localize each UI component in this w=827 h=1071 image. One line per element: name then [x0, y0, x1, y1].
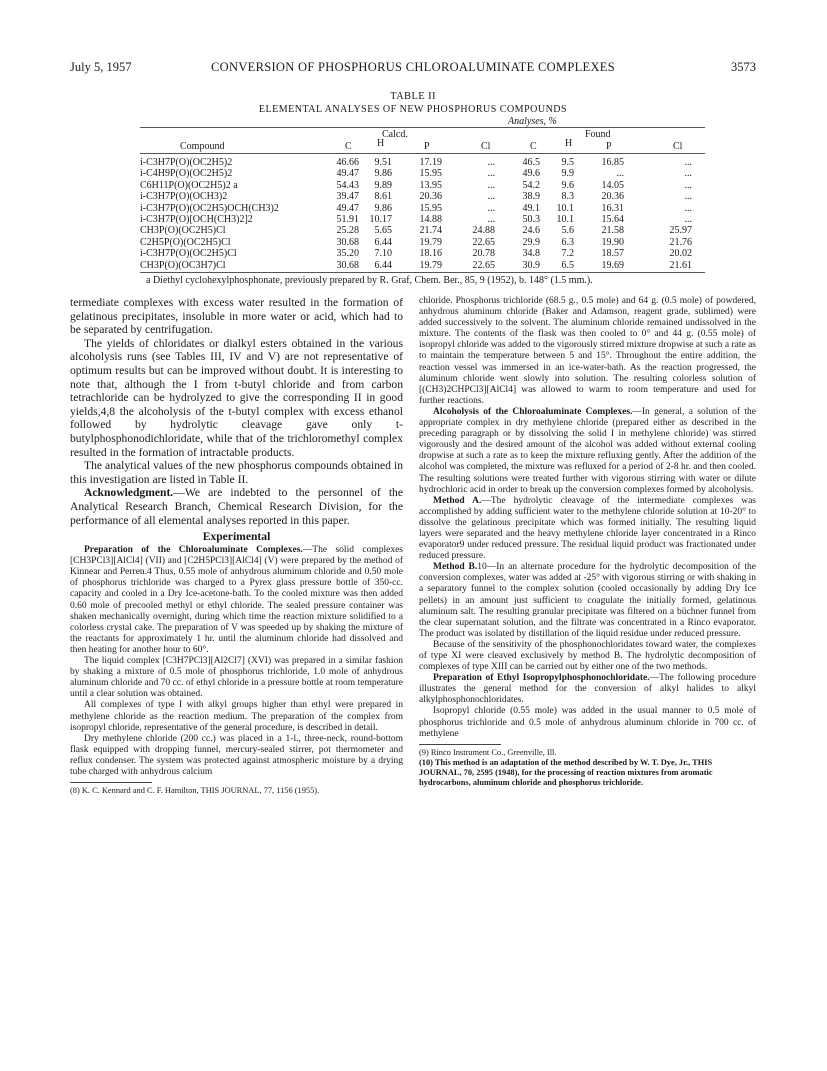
value-cell: 51.91	[336, 214, 359, 225]
value-cell: 15.95	[419, 168, 442, 180]
paragraph	[419, 673, 756, 706]
value-cell: 21.58	[601, 225, 624, 237]
value-cell: 20.36	[419, 191, 442, 203]
table-row	[140, 260, 705, 271]
table-col-header: Compound	[180, 141, 225, 152]
value-cell: 21.61	[669, 259, 692, 271]
table-group-header: Analyses, %	[508, 116, 557, 127]
value-cell: ...	[487, 168, 495, 180]
value-cell: 20.36	[601, 191, 624, 203]
value-cell: 21.76	[669, 236, 692, 248]
paragraph-text: —The solid complexes [CH3PCl3][AlCl4] (VII) and [C2H5PCl3][AlCl4] (V) were prepared by the method of Kinnear and Perren.4 Thus, 0.55 mole of anhydrous aluminum chloride and 0.50 mole of phosphorus trichloride was charged to a Pyrex glass pressure bottle of 350-cc. capacity and cooled in a Dry Ice-acetone-bath. To the cooled mixture was then added 0.60 mole of precooled methyl or ethyl chloride. The sealed pressure container was shaken mechanically overnight, during which time the reaction mixture solidified to a colorless crystal cake. The preparation of V was speeded up by shaking the mixture of the reactants for approximately 1 hr. until the aluminum chloride had dissolved and then heating for another hour to 60°.	[70, 545, 403, 655]
page-number: 3573	[731, 60, 756, 74]
table-row	[140, 157, 705, 168]
table-row	[140, 237, 705, 248]
value-cell: 5.65	[374, 225, 392, 237]
value-cell: 8.3	[561, 191, 574, 203]
value-cell: ...	[616, 168, 624, 180]
table-row	[140, 248, 705, 259]
value-cell: 49.1	[522, 202, 540, 214]
table-row	[140, 225, 705, 236]
running-head	[70, 60, 756, 78]
paragraph-text: —The hydrolytic cleavage of the intermediate complexes was accomplished by adding sufficient water to the methylene chloride solution at 10-20° to dissolve the gelatinous precipitate which was formed initially. The resulting liquid layers were separated and the heavy methylene chloride layer concentrated in a Rinco evaporator9 under reduced pressure. The residual liquid product was fractionated under reduced pressure.	[419, 495, 757, 562]
value-cell: 54.43	[336, 179, 359, 191]
value-cell: 17.19	[419, 157, 442, 168]
value-cell: 49.47	[336, 202, 359, 214]
left-column	[70, 296, 403, 796]
value-cell: 7.2	[561, 248, 574, 260]
value-cell: ...	[684, 157, 692, 168]
value-cell: 9.51	[374, 157, 392, 168]
value-cell: 19.79	[419, 259, 442, 271]
value-cell: 18.16	[419, 248, 442, 260]
value-cell: ...	[487, 191, 495, 203]
acknowledgment-paragraph	[70, 486, 403, 527]
value-cell: 46.66	[336, 157, 359, 168]
value-cell: 19.69	[601, 259, 624, 271]
value-cell: 9.5	[561, 157, 574, 168]
value-cell: 34.8	[522, 248, 540, 260]
footnote: (10) This method is an adaptation of the method described by W. T. Dye, Jr., THIS JOURNAL, 70, 2595 (1948), for the processing of reaction mixtures from aromatic hydrocarbons, aluminum chloride and phosphorus trichloride.	[419, 757, 713, 787]
value-cell: 14.88	[419, 214, 442, 225]
value-cell: 30.9	[522, 259, 540, 271]
value-cell: ...	[487, 157, 495, 168]
table-footnote: a Diethyl cyclohexylphosphonate, previously prepared by R. Graf, Chem. Ber., 85, 9 (1952), b. 148° (1.5 mm.).	[146, 275, 593, 286]
calcd-header: Calcd.	[382, 129, 408, 140]
paragraph-text: —In general, a solution of the appropriate complex in dry methylene chloride (prepared either as described in the preceding paragraph or by dissolving the solid I in methylene chloride) was stirred vigorously and the desired amount of the alcohol was added without external cooling dropwise at such a rate as to keep the mixture refluxing gently. After the addition of the alcohol was completed, the mixture was refluxed for a period of 2-8 hr. and then cooled. The resulting solutions were treated further with vigorous stirring with water or dilute hydrochloric acid in order to break up the conversion complexes formed by alcoholysis.	[419, 406, 757, 495]
section-heading: Experimental	[202, 530, 271, 544]
value-cell: 25.28	[336, 225, 359, 237]
paragraph: The liquid complex [C3H7PCl3][Al2Cl7] (XVI) was prepared in a similar fashion by shaking a mixture of 0.5 mole of phosphorus trichloride, 1.0 mole of anhydrous aluminum chloride and 70 cc. of ethyl chloride in a pressure bottle at room temperature until a clear solution was obtained.	[70, 656, 403, 700]
paragraph-label: Preparation of Ethyl Isopropylphosphonochloridate.	[433, 673, 650, 684]
value-cell: 54.2	[522, 179, 540, 191]
value-cell: 38.9	[522, 191, 540, 203]
table-col-header: H	[377, 138, 385, 149]
table-row	[140, 180, 705, 191]
value-cell: 8.61	[374, 191, 392, 203]
paragraph: chloride. Phosphorus trichloride (68.5 g., 0.5 mole) and 64 g. (0.5 mole) of powdered, anhydrous aluminum chloride (Baker and Adamson, reagent grade, sublimed) were added successively to the solvent. The aluminum chloride remained undissolved in the mixture. The contents of the flask was then cooled to 0° and 44 g. (0.55 mole) of isopropyl chloride was added to the vigorously stirred mixture dropwise at such a rate as to maintain the temperature between 5 and 15°. Throughout the entire addition, the reaction vessel was immersed in an ice-water-bath. As the reaction progressed, the aluminum chloride went slowly into solution. The resulting colorless solution of [(CH3)2CHPCl3][AlCl4] was allowed to warm to room temperature and used for further reactions.	[419, 296, 756, 406]
table-col-header: Cl	[673, 141, 683, 152]
value-cell: 22.65	[472, 236, 495, 248]
value-cell: 16.85	[601, 157, 624, 168]
value-cell: 24.6	[522, 225, 540, 237]
value-cell: 49.6	[522, 168, 540, 180]
paragraph-label: Alcoholysis of the Chloroaluminate Complexes.	[433, 406, 633, 417]
footnote: (8) K. C. Kennard and C. F. Hamilton, THIS JOURNAL, 77, 1156 (1955).	[70, 786, 320, 796]
value-cell: 13.95	[419, 179, 442, 191]
paragraph-text: 10—In an alternate procedure for the hydrolytic decomposition of the conversion complexes, water was added at -25° with vigorous stirring or with shaking in a separatory funnel to the complex solution (cooled occasionally by adding Dry Ice pellets) in an amount just sufficient to coagulate the initially formed, gelatinous aluminum salt. The resulting granular precipitate was filtered on a büchner funnel from the clear supernatant solution, and the filtrate was concentrated in a Rinco evaporator. The product was isolated by distillation of the liquid residue under reduced pressure.	[419, 562, 756, 639]
value-cell: 16.31	[601, 202, 624, 214]
value-cell: 15.64	[601, 214, 624, 225]
paragraph-label: Method B.	[433, 562, 478, 573]
value-cell: 46.5	[522, 157, 540, 168]
value-cell: 25.97	[669, 225, 692, 237]
paragraph: termediate complexes with excess water resulted in the formation of gelatinous precipitates, insoluble in more water or acid, which had to be separated by centrifugation.	[70, 296, 403, 337]
paragraph: Because of the sensitivity of the phosphonochloridates toward water, the complexes of type XI were cleaved exclusively by method B. The hydrolytic decomposition of complexes of type XIII can be carried out by either one of the two methods.	[419, 639, 756, 673]
table-row	[140, 203, 705, 214]
table-row	[140, 168, 705, 179]
value-cell: 20.78	[472, 248, 495, 260]
value-cell: 19.79	[419, 236, 442, 248]
value-cell: 20.02	[669, 248, 692, 260]
paragraph: All complexes of type I with alkyl groups higher than ethyl were prepared in methylene chloride as the reaction medium. The preparation of the complex from isopropyl chloride, representative of the general procedure, is described in detail.	[70, 700, 403, 733]
value-cell: ...	[684, 179, 692, 191]
value-cell: 6.5	[561, 259, 574, 271]
paragraph: Dry methylene chloride (200 cc.) was placed in a 1-l., three-neck, round-bottom flask equipped with dropping funnel, mercury-sealed stirrer, pot thermometer and reflux condenser. The system was protected against atmospheric moisture by a drying tube charged with anhydrous calcium	[70, 733, 403, 777]
compound-cell: i-C3H7P(O)[OCH(CH3)2]2	[140, 214, 253, 225]
table-row	[140, 191, 705, 202]
table-col-header: C	[530, 141, 537, 152]
value-cell: 19.90	[601, 236, 624, 248]
table-title: TABLE II	[390, 91, 436, 102]
table-col-header: P	[606, 141, 612, 152]
value-cell: 21.74	[419, 225, 442, 237]
table-subtitle: ELEMENTAL ANALYSES OF NEW PHOSPHORUS COMPOUNDS	[258, 104, 568, 115]
found-header: Found	[585, 129, 611, 140]
paragraph: Isopropyl chloride (0.55 mole) was added in the usual manner to 0.5 mole of phosphorus trichloride and 0.5 mole of anhydrous aluminum chloride in 700 cc. of methylene	[419, 706, 756, 739]
value-cell: 35.20	[336, 248, 359, 260]
table-col-header: C	[345, 141, 352, 152]
acknowledgment-label: Acknowledgment.	[84, 486, 174, 500]
table-bottom-rule	[140, 272, 705, 273]
value-cell: 18.57	[601, 248, 624, 260]
value-cell: 9.6	[561, 179, 574, 191]
value-cell: 6.44	[374, 259, 392, 271]
table-row	[140, 214, 705, 225]
value-cell: 9.86	[374, 202, 392, 214]
paragraph	[70, 545, 403, 656]
value-cell: ...	[684, 214, 692, 225]
value-cell: 39.47	[336, 191, 359, 203]
paragraph: The yields of chloridates or dialkyl esters obtained in the various alcoholysis runs (see Tables III, IV and V) are not representative of optimum results but can be improved without doubt. It is interesting to note that, although the I from t-butyl chloride and from carbon tetrachloride can be hydrolyzed to give the corresponding II in good yields,4,8 the alcoholysis of the t-butyl complex with excess ethanol followed by hydrolytic cleavage gave only t-butylphosphonodichloridate, while that of the trichloromethyl complex resulted in the formation of intractable products.	[70, 336, 403, 459]
compound-cell: i-C3H7P(O)(OC2H5)OCH(CH3)2	[140, 202, 279, 214]
paragraph-label: Method A.	[433, 495, 482, 506]
running-title: CONVERSION OF PHOSPHORUS CHLOROALUMINATE COMPLEXES	[211, 60, 615, 74]
value-cell: 10.17	[369, 214, 392, 225]
value-cell: ...	[487, 202, 495, 214]
value-cell: 7.10	[374, 248, 392, 260]
value-cell: 24.88	[472, 225, 495, 237]
paragraph	[419, 562, 756, 640]
value-cell: 6.3	[561, 236, 574, 248]
value-cell: 6.44	[374, 236, 392, 248]
table-header-rule	[140, 153, 705, 154]
value-cell: 49.47	[336, 168, 359, 180]
value-cell: 50.3	[522, 214, 540, 225]
value-cell: ...	[684, 202, 692, 214]
footnote: (9) Rinco Instrument Co., Greenville, Ill.	[419, 747, 557, 757]
compound-cell: i-C4H9P(O)(OC2H5)2	[140, 168, 233, 180]
value-cell: ...	[684, 191, 692, 203]
right-column	[419, 296, 756, 788]
compound-cell: CH3P(O)(OC2H5)Cl	[140, 225, 226, 237]
value-cell: 10.1	[556, 202, 574, 214]
value-cell: 30.68	[336, 259, 359, 271]
paragraph: The analytical values of the new phosphorus compounds obtained in this investigation are listed in Table II.	[70, 459, 403, 486]
acknowledgment-text: —We are indebted to the personnel of the Analytical Research Branch, Chemical Research Division, for the performance of all elemental analyses reported in this paper.	[70, 486, 403, 527]
value-cell: ...	[487, 179, 495, 191]
table-col-header: P	[424, 141, 430, 152]
compound-cell: i-C3H7P(O)(OC2H5)Cl	[140, 248, 237, 260]
compound-cell: i-C3H7P(O)(OC2H5)2	[140, 157, 233, 168]
value-cell: 30.68	[336, 236, 359, 248]
value-cell: 9.86	[374, 168, 392, 180]
value-cell: 14.05	[601, 179, 624, 191]
table-top-rule	[140, 127, 705, 128]
paragraph-label: Preparation of the Chloroaluminate Complexes.	[84, 545, 303, 556]
paragraph-text: —The following procedure illustrates the general method for the conversion of alkyl halides to alkyl alkylphosphonochloridates.	[419, 673, 756, 706]
compound-cell: i-C3H7P(O)(OCH3)2	[140, 191, 228, 203]
issue-date: July 5, 1957	[70, 60, 132, 74]
value-cell: 29.9	[522, 236, 540, 248]
compound-cell: C6H11P(O)(OC2H5)2 a	[140, 179, 238, 191]
value-cell: 9.9	[561, 168, 574, 180]
compound-cell: C2H5P(O)(OC2H5)Cl	[140, 236, 231, 248]
compound-cell: CH3P(O)(OC3H7)Cl	[140, 259, 226, 271]
value-cell: ...	[487, 214, 495, 225]
value-cell: 10.1	[556, 214, 574, 225]
table-col-header: Cl	[481, 141, 491, 152]
paragraph	[419, 496, 756, 563]
value-cell: 15.95	[419, 202, 442, 214]
footnote-rule	[419, 744, 501, 745]
paragraph	[419, 407, 756, 496]
value-cell: ...	[684, 168, 692, 180]
value-cell: 9.89	[374, 179, 392, 191]
table-col-header: H	[565, 138, 573, 149]
footnote-rule	[70, 782, 152, 783]
value-cell: 22.65	[472, 259, 495, 271]
value-cell: 5.6	[561, 225, 574, 237]
